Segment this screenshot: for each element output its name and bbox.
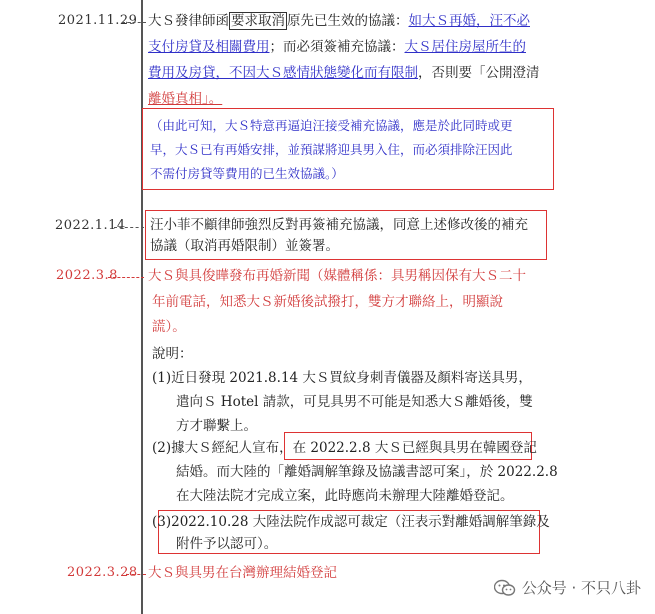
timeline-connector-3	[108, 277, 144, 278]
timeline-connector-2	[114, 227, 144, 228]
explanation-3-line-1: (3)2022.10.28 大陸法院作成認可裁定（汪表示對離婚調解筆錄及	[152, 514, 550, 530]
timeline-date-2: 2022.1.14	[55, 218, 126, 233]
event-2-line-2: 協議（取消再婚限制）並簽署。	[150, 238, 339, 254]
timeline-date-1: 2021.11.29	[58, 13, 138, 28]
timeline-date-3: 2022.3.8	[56, 268, 118, 283]
timeline-connector-1	[122, 22, 146, 23]
explanation-2-line-3: 在大陸法院才完成立案，此時應尚未辦理大陸離婚登記。	[176, 488, 514, 504]
explanation-1-line-1: (1)近日發現 2021.8.14 大Ｓ買紋身刺青儀器及顏料寄送具男，	[152, 370, 532, 386]
event-1-line-1: 大Ｓ發律師函 要求取消 原先已生效的協議：如大Ｓ再婚，汪不必	[148, 13, 530, 29]
event-4-line-1: 大Ｓ與具男在台灣辦理結婚登記	[148, 565, 337, 581]
watermark-text: 公众号 · 不只八卦	[521, 579, 641, 597]
timeline-axis	[141, 0, 143, 614]
watermark	[494, 577, 641, 598]
event-1-line-4: 離婚真相」。	[148, 91, 223, 107]
highlight-request-cancel: 要求取消	[231, 13, 285, 29]
explanation-1-line-2: 遣向Ｓ Hotel 請款，可見具男不可能是知悉大Ｓ離婚後，雙	[176, 394, 533, 410]
event-1-line-2: 支付房貸及相關費用；而必須簽補充協議：大Ｓ居住房屋所生的	[148, 39, 526, 55]
explanation-3-line-2: 附件予以認可）。	[176, 536, 278, 552]
event-3-line-2: 年前電話，知悉大Ｓ新婚後試撥打，雙方才聯絡上，明顯說	[152, 294, 503, 310]
note-line-2: 早，大Ｓ已有再婚安排，並預謀將迎具男入住，而必須排除汪因此	[150, 142, 513, 157]
timeline-connector-4	[126, 574, 146, 575]
explanation-2-line-2: 結婚。而大陸的「離婚調解筆錄及協議書認可案」，於 2022.2.8	[176, 464, 558, 480]
timeline-date-4: 2022.3.28	[67, 565, 138, 580]
event-2-line-1: 汪小菲不顧律師強烈反對再簽補充協議，同意上述修改後的補充	[150, 217, 528, 233]
note-line-3: 不需付房貸等費用的已生效協議。）	[150, 166, 344, 181]
event-3-line-3: 謊）。	[152, 319, 186, 335]
event-1-line-3: 費用及房貸，不因大Ｓ感情狀態變化而有限制，否則要「公開澄清	[148, 65, 540, 81]
explanation-2-line-1: (2)據大Ｓ經紀人宣布，在 2022.2.8 大Ｓ已經與具男在韓國登記	[152, 440, 537, 456]
explanation-1-line-3: 方才聯繫上。	[176, 418, 257, 434]
wechat-official-account-icon	[494, 579, 516, 597]
explanation-heading: 說明：	[152, 346, 193, 362]
note-line-1: （由此可知，大Ｓ特意再逼迫汪接受補充協議，應是於此同時或更	[150, 118, 513, 133]
event-3-line-1: 大Ｓ與具俊曄發布再婚新聞（媒體稱係：具男稱因保有大Ｓ二十	[148, 268, 526, 284]
